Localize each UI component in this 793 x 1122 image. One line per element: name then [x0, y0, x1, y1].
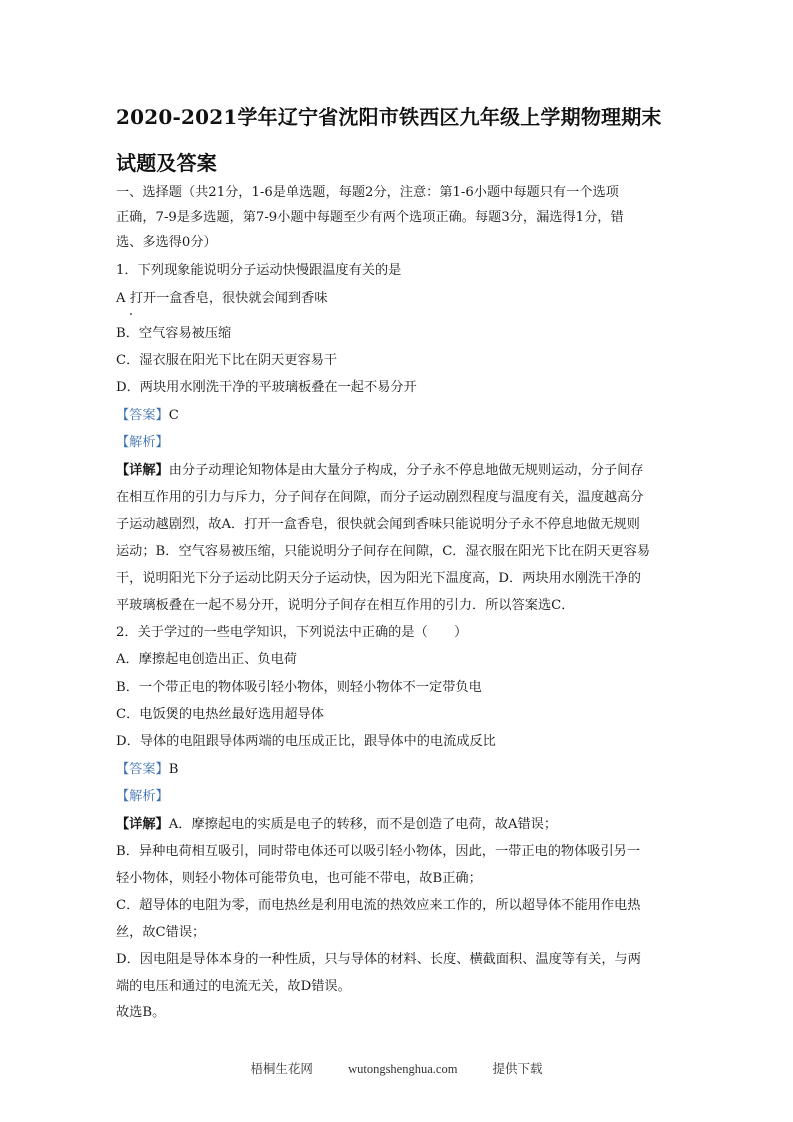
stray-dot [130, 313, 132, 315]
question-2-option-a: A．摩擦起电创造出正、负电荷 [116, 652, 297, 667]
question-2-option-c: C．电饭煲的电热丝最好选用超导体 [116, 707, 324, 722]
question-2-detail-line: D．因电阻是导体本身的一种性质，只与导体的材料、长度、横截面积、温度等有关，与两 [116, 952, 641, 967]
question-2-detail-line: 【详解】A．摩擦起电的实质是电子的转移，而不是创造了电荷，故A错误； [116, 817, 558, 832]
answer-label: 【答案】 [116, 762, 169, 777]
question-2-detail-line: B．异种电荷相互吸引，同时带电体还可以吸引轻小物体，因此，一带正电的物体吸引另一 [116, 844, 640, 859]
question-1-detail-line: 在相互作用的引力与斥力，分子间存在间隙，而分子运动剧烈程度与温度有关，温度越高分 [116, 490, 644, 505]
analysis-label: 【解析】 [116, 435, 169, 450]
question-1-detail-line: 子运动越剧烈，故A．打开一盒香皂，很快就会闻到香味只能说明分子永不停息地做无规则 [116, 517, 640, 532]
question-2-answer [116, 761, 178, 779]
answer-value: B [168, 762, 179, 777]
footer-site-name: 梧桐生花网 [250, 1062, 313, 1076]
question-1-detail-line: 平玻璃板叠在一起不易分开，说明分子间存在相互作用的引力．所以答案选C． [116, 598, 575, 613]
question-2-option-d: D．导体的电阻跟导体两端的电压成正比，跟导体中的电流成反比 [116, 734, 496, 749]
question-2-stem: 2．关于学过的一些电学知识，下列说法中正确的是（ ） [116, 625, 468, 640]
answer-label: 【答案】 [116, 408, 169, 423]
detail-label: 【详解】 [116, 463, 169, 478]
answer-value: C [168, 408, 179, 423]
section-header-line: 选、多选得0分） [116, 235, 217, 250]
question-2-detail-line: 丝，故C错误； [116, 925, 206, 940]
question-1-analysis-label [116, 434, 169, 452]
page-footer [0, 1059, 793, 1077]
question-1-answer [116, 407, 179, 425]
question-2-detail-line: 轻小物体，则轻小物体可能带负电，也可能不带电，故B正确； [116, 871, 482, 886]
question-1-detail-line: 干，说明阳光下分子运动比阴天分子运动快，因为阳光下温度高，D．两块用水刚洗干净的 [116, 571, 641, 586]
question-1-stem: 1．下列现象能说明分子运动快慢跟温度有关的是 [116, 263, 402, 278]
section-header-line: 正确，7-9是多选题，第7-9小题中每题至少有两个选项正确。每题3分，漏选得1分，错 [116, 210, 624, 225]
question-2-detail-line: 故选B。 [116, 1005, 166, 1020]
question-2-option-b: B．一个带正电的物体吸引轻小物体，则轻小物体不一定带负电 [116, 680, 482, 695]
question-1-option-b: B．空气容易被压缩 [116, 326, 232, 341]
footer-url: wutongshenghua.com [348, 1062, 458, 1076]
title-line-2: 试题及答案 [116, 151, 217, 175]
analysis-label: 【解析】 [116, 789, 169, 804]
question-1-option-c: C．湿衣服在阳光下比在阴天更容易干 [116, 353, 338, 368]
document-title [116, 94, 686, 186]
detail-label: 【详解】 [116, 817, 169, 832]
question-2-detail-line: C．超导体的电阻为零，而电热丝是利用电流的热效应来工作的，所以超导体不能用作电热 [116, 898, 641, 913]
question-2-analysis-label [116, 788, 169, 806]
question-1-detail-line: 运动；B．空气容易被压缩，只能说明分子间存在间隙，C．湿衣服在阳光下比在阴天更容易 [116, 544, 651, 559]
question-1-option-d: D．两块用水刚洗干净的平玻璃板叠在一起不易分开 [116, 380, 417, 395]
section-header-line: 一、选择题（共21分，1-6是单选题，每题2分，注意：第1-6小题中每题只有一个选项 [116, 185, 619, 200]
question-1-option-a: A 打开一盒香皂，很快就会闻到香味 [116, 291, 328, 306]
title-line-1: 2020-2021学年辽宁省沈阳市铁西区九年级上学期物理期末 [116, 105, 662, 129]
question-2-detail-line: 端的电压和通过的电流无关，故D错误。 [116, 979, 351, 994]
question-1-detail-line: 【详解】由分子动理论知物体是由大量分子构成，分子永不停息地做无规则运动，分子间存 [116, 463, 644, 478]
footer-note: 提供下载 [492, 1062, 543, 1076]
